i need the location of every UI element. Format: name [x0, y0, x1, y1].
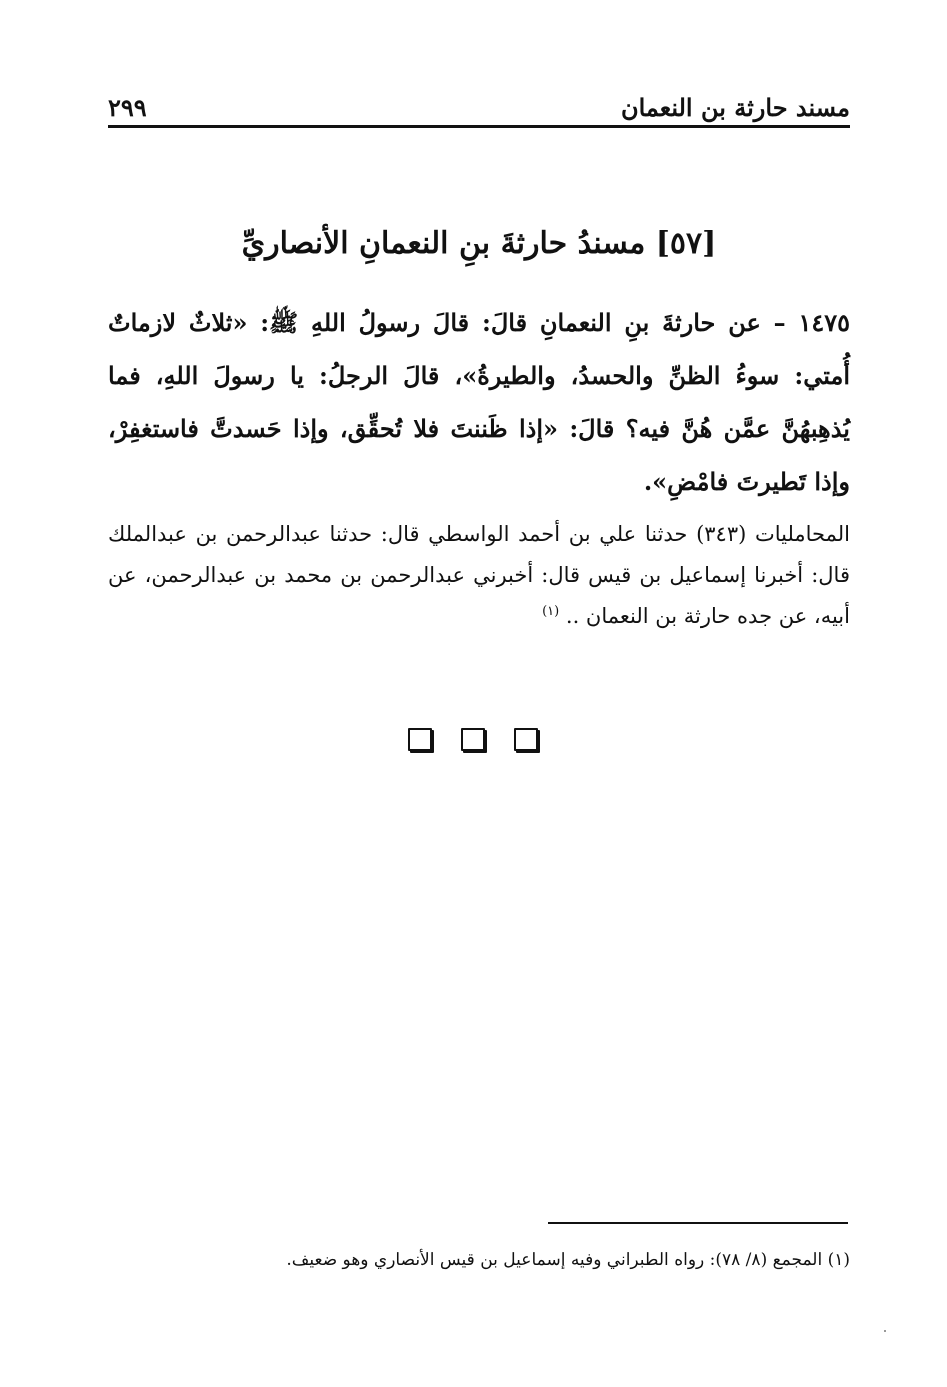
- section-separator: [408, 728, 538, 754]
- hadith-text: ١٤٧٥ – عن حارثةَ بنِ النعمانِ قالَ: قالَ رسولُ اللهِ ﷺ: «ثلاثٌ لازماتٌ أُمتي: سوءُ الظنِّ والحسدُ، والطيرةُ»، قالَ الرجلُ: يا رسولَ اللهِ، فما يُذهِبهُنَّ عمَّن هُنَّ فيه؟ قالَ: «إذا ظَننتَ فلا تُحقِّق، وإذا حَسدتَّ فاستغفِرْ، وإذا تَطيرتَ فامْضِ».: [108, 308, 850, 496]
- header-rule: [108, 125, 850, 128]
- separator-box: [408, 728, 432, 751]
- source-text: المحامليات (٣٤٣) حدثنا علي بن أحمد الواسطي قال: حدثنا عبدالرحمن بن عبدالملك قال: أخبرنا إسماعيل بن قيس قال: أخبرني عبدالرحمن بن محمد بن عبدالرحمن، عن أبيه، عن جده حارثة بن النعمان ..: [108, 522, 850, 628]
- separator-box: [461, 728, 485, 751]
- page-number: ٢٩٩: [108, 93, 147, 122]
- source-paragraph: [108, 514, 850, 637]
- footnote-reference[interactable]: (١): [542, 604, 560, 619]
- page-header: [108, 84, 850, 122]
- separator-box: [514, 728, 538, 751]
- footnote-rule: [548, 1222, 848, 1224]
- section-title: [٥٧] مسندُ حارثةَ بنِ النعمانِ الأنصاريِّ: [241, 226, 717, 261]
- running-title: مسند حارثة بن النعمان: [620, 93, 850, 122]
- footnote: (١) المجمع (٨/ ٧٨): رواه الطبراني وفيه إسماعيل بن قيس الأنصاري وهو ضعيف.: [286, 1250, 850, 1270]
- scan-speck: [884, 1330, 886, 1332]
